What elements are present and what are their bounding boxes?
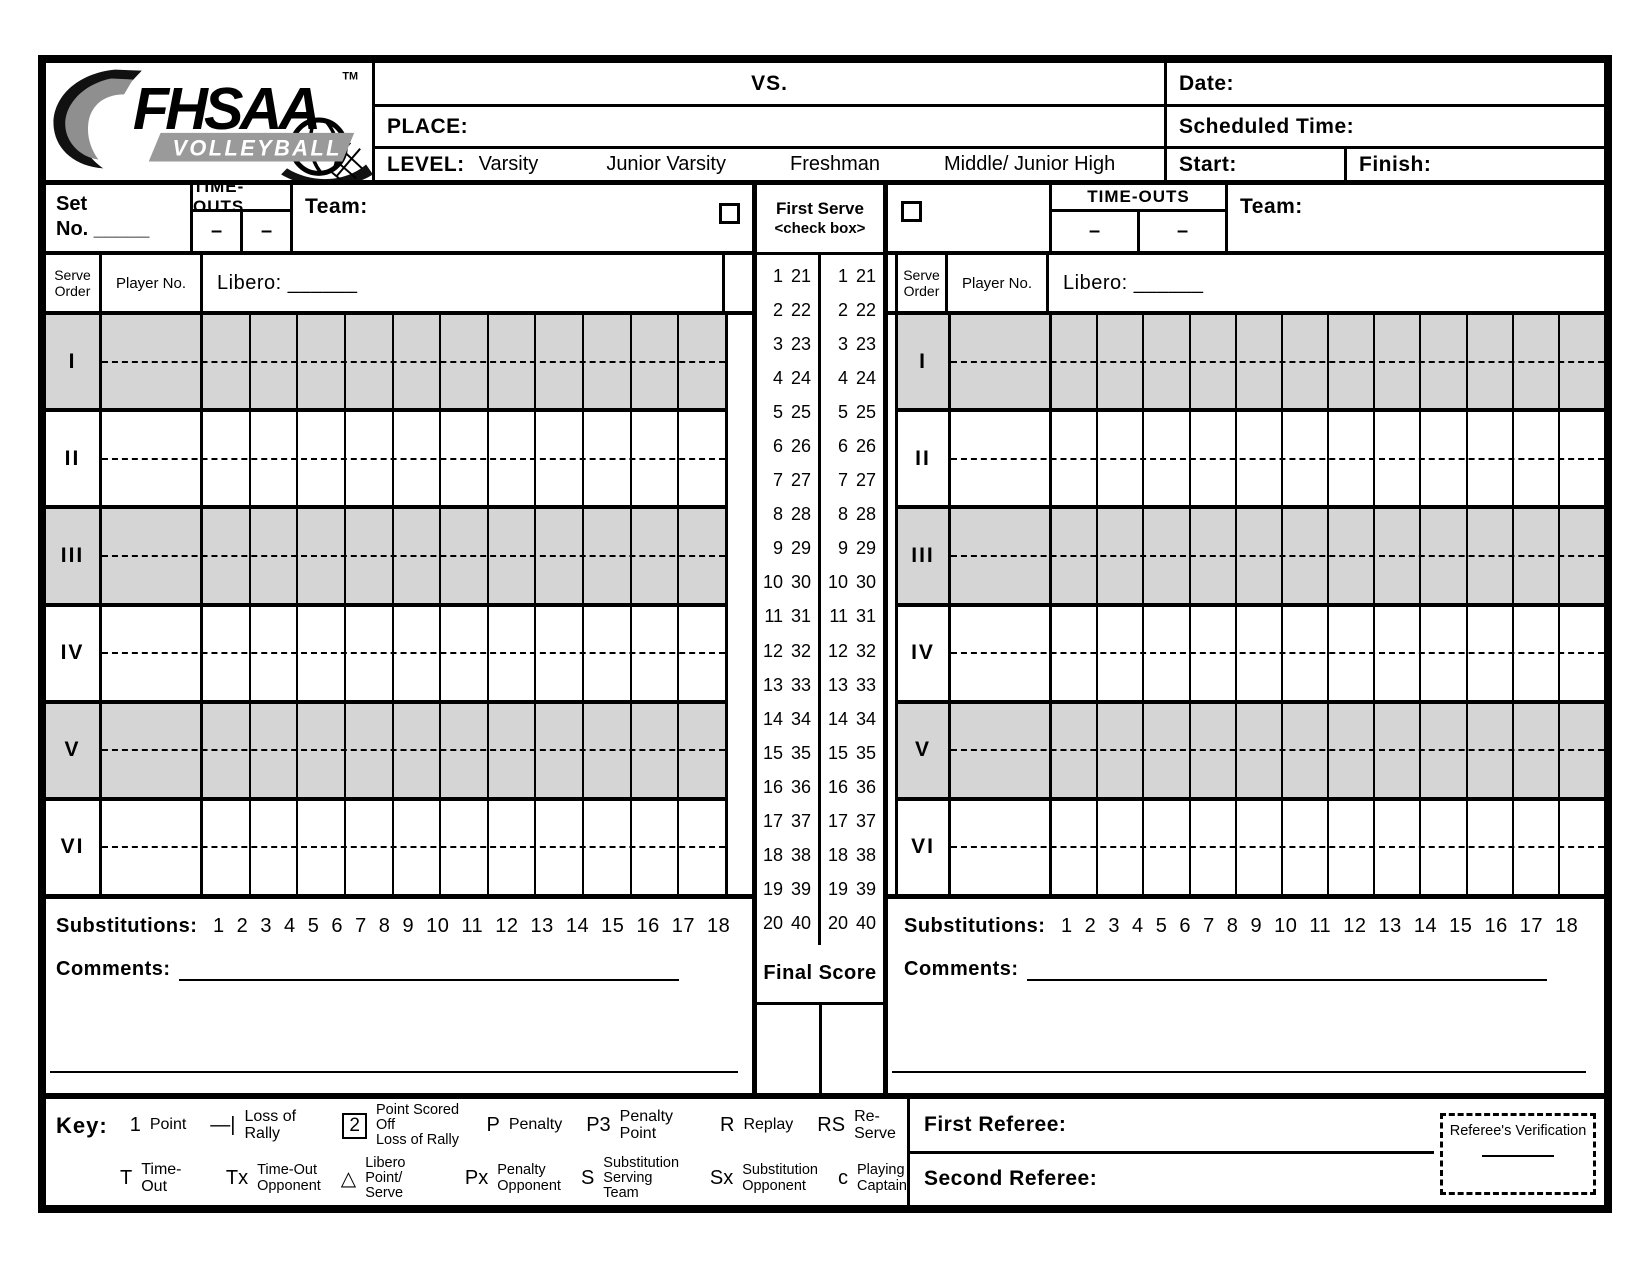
score-pair[interactable] bbox=[821, 913, 883, 934]
timeouts-label-left: TIME-OUTS bbox=[193, 185, 290, 212]
score-number-low: 12 bbox=[763, 640, 784, 661]
score-number-high: 21 bbox=[790, 265, 811, 286]
logo-trademark: TM bbox=[342, 70, 359, 83]
scheduled-time-field[interactable] bbox=[1167, 107, 1604, 149]
score-pair[interactable] bbox=[821, 572, 883, 593]
key-item bbox=[581, 1156, 690, 1202]
score-pair[interactable] bbox=[757, 845, 818, 866]
score-pair[interactable] bbox=[757, 709, 818, 730]
player-no-header-left: Player No. bbox=[102, 255, 203, 311]
serve-order-label: II bbox=[898, 412, 951, 505]
rally-dashed-line bbox=[102, 555, 725, 557]
key-label: Playing Captain bbox=[857, 1162, 907, 1194]
score-number-low: 9 bbox=[772, 538, 783, 559]
key-item bbox=[342, 1103, 462, 1149]
first-referee-label: First Referee: bbox=[924, 1112, 1067, 1136]
referee-verification-box[interactable] bbox=[1440, 1113, 1596, 1195]
team-label-left: Team: bbox=[305, 195, 368, 218]
fhsaa-logo bbox=[46, 63, 375, 180]
key-item bbox=[838, 1163, 907, 1193]
referee-area bbox=[910, 1099, 1434, 1205]
serve-row-v bbox=[898, 704, 1604, 801]
score-pair[interactable] bbox=[821, 777, 883, 798]
score-number-high: 28 bbox=[855, 504, 876, 525]
score-number-high: 30 bbox=[855, 572, 876, 593]
key-label: Penalty Opponent bbox=[497, 1162, 561, 1194]
date-field[interactable] bbox=[1167, 63, 1604, 107]
comments-line-left[interactable] bbox=[179, 957, 679, 981]
score-number-high: 21 bbox=[855, 265, 876, 286]
score-number-low: 17 bbox=[763, 811, 784, 832]
serve-order-label: V bbox=[898, 704, 951, 797]
comments-line-right[interactable] bbox=[1027, 957, 1547, 981]
score-number-high: 38 bbox=[855, 845, 876, 866]
serve-order-label: I bbox=[898, 315, 951, 408]
rally-dashed-line bbox=[951, 749, 1604, 751]
score-pair[interactable] bbox=[757, 743, 818, 764]
serve-order-label: VI bbox=[46, 801, 102, 894]
key-symbol: 1 bbox=[129, 1114, 141, 1136]
rally-dashed-line bbox=[102, 652, 725, 654]
first-serve-checkbox-cell-right bbox=[893, 185, 1049, 251]
score-number-low: 7 bbox=[772, 470, 783, 491]
timeout-cell-1-left[interactable]: – bbox=[193, 212, 243, 251]
score-pair[interactable] bbox=[821, 300, 883, 321]
timeout-cell-2-right[interactable]: – bbox=[1176, 220, 1189, 242]
volleyball-scoresheet bbox=[38, 55, 1612, 1213]
timeouts-box-left bbox=[193, 177, 293, 251]
score-number-low: 11 bbox=[764, 606, 783, 627]
key-item bbox=[341, 1156, 445, 1202]
score-pair[interactable] bbox=[757, 266, 818, 287]
comments-line2-right[interactable] bbox=[892, 1071, 1586, 1073]
score-pair[interactable] bbox=[821, 743, 883, 764]
rally-dashed-line bbox=[951, 846, 1604, 848]
key-label: Replay bbox=[743, 1116, 794, 1134]
score-number-high: 30 bbox=[790, 572, 811, 593]
score-number-low: 6 bbox=[837, 436, 848, 457]
key-symbol: P bbox=[486, 1114, 500, 1136]
second-referee-label: Second Referee: bbox=[924, 1167, 1098, 1191]
score-pair[interactable] bbox=[821, 402, 883, 423]
first-serve-line1: First Serve bbox=[776, 199, 864, 219]
substitution-numbers-right[interactable]: 1 2 3 4 5 6 7 8 9 10 11 12 13 14 15 16 17 18 bbox=[1061, 915, 1579, 937]
substitutions-panel-right bbox=[888, 894, 1604, 1093]
score-number-high: 33 bbox=[855, 674, 876, 695]
place-field[interactable] bbox=[375, 107, 1164, 149]
score-number-high: 29 bbox=[855, 538, 876, 559]
scheduled-time-label: Scheduled Time: bbox=[1179, 114, 1355, 138]
score-number-high: 32 bbox=[790, 640, 811, 661]
vs-label: VS. bbox=[751, 71, 788, 95]
score-number-low: 13 bbox=[763, 674, 784, 695]
score-number-high: 29 bbox=[790, 538, 811, 559]
header-band bbox=[46, 63, 1604, 185]
score-number-low: 6 bbox=[772, 436, 783, 457]
key-item bbox=[226, 1163, 321, 1193]
serve-row-i bbox=[46, 315, 725, 412]
serve-row-ii bbox=[898, 412, 1604, 509]
score-pair[interactable] bbox=[821, 641, 883, 662]
key-label: Substitution Serving Team bbox=[603, 1154, 680, 1202]
key-band bbox=[46, 1093, 1604, 1205]
key-label: Time-Out Opponent bbox=[257, 1162, 321, 1194]
set-label: Set bbox=[56, 193, 88, 215]
key-item bbox=[586, 1109, 696, 1143]
score-pair[interactable] bbox=[757, 913, 818, 934]
score-number-high: 31 bbox=[790, 606, 811, 627]
score-number-low: 8 bbox=[837, 504, 848, 525]
score-number-low: 16 bbox=[763, 776, 784, 797]
finish-field[interactable] bbox=[1347, 149, 1604, 180]
verification-signature-line[interactable] bbox=[1482, 1155, 1554, 1157]
rally-dashed-line bbox=[102, 749, 725, 751]
key-label: Penalty Point bbox=[619, 1107, 674, 1142]
player-no-header-right: Player No. bbox=[948, 255, 1049, 311]
key-item bbox=[817, 1109, 907, 1143]
score-number-low: 7 bbox=[837, 470, 848, 491]
key-label: Point bbox=[149, 1116, 187, 1134]
score-number-high: 22 bbox=[855, 299, 876, 320]
score-number-low: 15 bbox=[828, 742, 849, 763]
serve-order-label: I bbox=[46, 315, 102, 408]
score-number-high: 37 bbox=[790, 811, 811, 832]
score-number-high: 39 bbox=[855, 879, 876, 900]
key-symbol: R bbox=[720, 1114, 735, 1136]
score-number-low: 10 bbox=[763, 572, 784, 593]
key-item bbox=[486, 1114, 562, 1137]
score-number-low: 20 bbox=[763, 913, 784, 934]
start-field[interactable] bbox=[1167, 149, 1347, 180]
score-number-low: 9 bbox=[837, 538, 848, 559]
key-title: Key: bbox=[56, 1112, 108, 1138]
running-score-area bbox=[757, 255, 883, 945]
score-number-high: 26 bbox=[790, 436, 811, 457]
comments-line2-left[interactable] bbox=[50, 1071, 738, 1073]
first-serve-line2: <check box> bbox=[774, 219, 866, 237]
fhsaa-logo-image bbox=[46, 63, 372, 180]
substitution-numbers-left[interactable]: 1 2 3 4 5 6 7 8 9 10 11 12 13 14 15 16 17 18 bbox=[213, 915, 731, 937]
key-row-1 bbox=[56, 1099, 907, 1152]
comments-label-left: Comments: bbox=[56, 958, 171, 980]
serve-row-i bbox=[898, 315, 1604, 412]
team-name-field-left[interactable] bbox=[293, 185, 752, 251]
score-number-high: 23 bbox=[855, 333, 876, 354]
substitutions-label-left: Substitutions: bbox=[56, 915, 198, 937]
score-number-high: 33 bbox=[790, 674, 811, 695]
key-symbol: —| bbox=[210, 1114, 236, 1136]
score-number-high: 39 bbox=[790, 879, 811, 900]
header-center bbox=[375, 63, 1167, 180]
level-row bbox=[375, 149, 1164, 180]
key-item bbox=[130, 1114, 187, 1137]
set-number-field[interactable] bbox=[46, 185, 193, 251]
key-symbol: c bbox=[838, 1167, 848, 1189]
libero-field-right[interactable]: Libero: ______ bbox=[1063, 271, 1204, 294]
first-serve-checkbox-left[interactable] bbox=[719, 203, 740, 224]
final-score-box-right[interactable] bbox=[822, 1005, 884, 1093]
score-number-low: 1 bbox=[837, 265, 848, 286]
score-pair[interactable] bbox=[757, 334, 818, 355]
key-item bbox=[210, 1109, 318, 1143]
score-number-low: 13 bbox=[828, 674, 849, 695]
serve-order-label: V bbox=[46, 704, 102, 797]
score-number-high: 25 bbox=[790, 401, 811, 422]
score-number-low: 4 bbox=[772, 367, 783, 388]
key-symbol: Sx bbox=[709, 1167, 734, 1189]
score-number-low: 5 bbox=[837, 401, 848, 422]
score-number-low: 5 bbox=[772, 401, 783, 422]
rally-dashed-line bbox=[102, 846, 725, 848]
score-number-low: 18 bbox=[828, 845, 849, 866]
score-pair[interactable] bbox=[821, 879, 883, 900]
key-label: Loss of Rally bbox=[244, 1107, 297, 1142]
score-pair[interactable] bbox=[757, 470, 818, 491]
libero-field-left[interactable]: Libero: ______ bbox=[203, 255, 725, 311]
level-label: LEVEL: bbox=[387, 152, 465, 176]
logo-brand-text: FHSAA bbox=[132, 74, 318, 142]
score-number-high: 36 bbox=[855, 776, 876, 797]
score-number-low: 3 bbox=[837, 333, 848, 354]
timeouts-box-right bbox=[1049, 185, 1228, 251]
score-number-high: 23 bbox=[790, 333, 811, 354]
comments-label-right: Comments: bbox=[904, 958, 1019, 980]
score-pair[interactable] bbox=[757, 538, 818, 559]
header-right bbox=[1167, 63, 1604, 180]
date-label: Date: bbox=[1179, 71, 1235, 95]
score-number-high: 31 bbox=[855, 606, 876, 627]
finish-label: Finish: bbox=[1359, 152, 1432, 176]
score-pair[interactable] bbox=[757, 811, 818, 832]
running-score-left-team bbox=[757, 255, 821, 945]
rally-dashed-line bbox=[951, 555, 1604, 557]
key-symbol: Tx bbox=[225, 1167, 249, 1189]
key-label: Substitution Opponent bbox=[742, 1162, 818, 1194]
set-no-label: No. _____ bbox=[56, 218, 150, 240]
score-number-low: 2 bbox=[772, 299, 783, 320]
start-finish-row bbox=[1167, 149, 1604, 180]
score-number-low: 15 bbox=[763, 742, 784, 763]
start-label: Start: bbox=[1179, 152, 1237, 176]
score-number-high: 25 bbox=[855, 401, 876, 422]
score-number-low: 20 bbox=[828, 913, 849, 934]
rally-dashed-line bbox=[951, 652, 1604, 654]
score-number-high: 36 bbox=[790, 776, 811, 797]
serve-row-iv bbox=[46, 607, 725, 704]
key-symbol: P3 bbox=[586, 1114, 611, 1136]
score-pair[interactable] bbox=[821, 436, 883, 457]
score-pair[interactable] bbox=[821, 266, 883, 287]
score-number-high: 35 bbox=[790, 742, 811, 763]
score-pair[interactable] bbox=[821, 504, 883, 525]
key-symbol: △ bbox=[340, 1168, 357, 1190]
score-pair[interactable] bbox=[821, 470, 883, 491]
key-label: Point Scored Off Loss of Rally bbox=[375, 1101, 460, 1149]
score-pair[interactable] bbox=[757, 402, 818, 423]
key-item bbox=[710, 1163, 818, 1193]
logo-subbrand-text: VOLLEYBALL bbox=[172, 135, 342, 161]
score-number-high: 38 bbox=[790, 845, 811, 866]
score-number-high: 27 bbox=[855, 470, 876, 491]
substitutions-panel-left bbox=[46, 894, 752, 1093]
score-pair[interactable] bbox=[757, 572, 818, 593]
rally-dashed-line bbox=[102, 361, 725, 363]
scoring-grid-right bbox=[895, 315, 1604, 894]
score-pair[interactable] bbox=[757, 300, 818, 321]
level-option-junior-varsity[interactable]: Junior Varsity bbox=[606, 153, 726, 175]
rally-dashed-line bbox=[951, 458, 1604, 460]
serve-order-label: II bbox=[46, 412, 102, 505]
level-option-freshman[interactable]: Freshman bbox=[789, 153, 881, 175]
score-pair[interactable] bbox=[757, 879, 818, 900]
score-number-high: 35 bbox=[855, 742, 876, 763]
score-number-high: 26 bbox=[855, 436, 876, 457]
key-symbol: RS bbox=[817, 1114, 846, 1136]
running-score-right-team bbox=[821, 255, 883, 945]
team-name-field-right[interactable] bbox=[1228, 185, 1604, 251]
second-referee-field[interactable] bbox=[910, 1154, 1434, 1206]
score-pair[interactable] bbox=[821, 675, 883, 696]
score-number-low: 19 bbox=[763, 879, 784, 900]
score-number-low: 18 bbox=[763, 845, 784, 866]
score-pair[interactable] bbox=[757, 504, 818, 525]
rally-dashed-line bbox=[102, 458, 725, 460]
score-pair[interactable] bbox=[757, 368, 818, 389]
first-referee-field[interactable] bbox=[910, 1099, 1434, 1154]
key-label: Time-Out bbox=[141, 1160, 182, 1195]
serve-order-header-right: Serve Order bbox=[895, 255, 948, 311]
scoring-grid-left bbox=[46, 315, 728, 894]
serve-order-label: IV bbox=[46, 607, 102, 700]
level-option-middle-junior-high[interactable]: Middle/ Junior High bbox=[944, 153, 1116, 175]
serve-row-vi bbox=[898, 801, 1604, 894]
serve-order-label: III bbox=[898, 509, 951, 602]
score-pair[interactable] bbox=[757, 641, 818, 662]
score-number-high: 40 bbox=[790, 913, 811, 934]
running-score-column bbox=[752, 185, 888, 1093]
key-symbol: Px bbox=[464, 1167, 489, 1189]
score-number-low: 1 bbox=[772, 265, 783, 286]
serve-order-label: III bbox=[46, 509, 102, 602]
score-number-high: 27 bbox=[790, 470, 811, 491]
score-number-high: 24 bbox=[855, 367, 876, 388]
serve-order-label: VI bbox=[898, 801, 951, 894]
timeout-cell-2-left[interactable]: – bbox=[260, 220, 273, 242]
score-number-high: 32 bbox=[855, 640, 876, 661]
score-pair[interactable] bbox=[757, 777, 818, 798]
score-number-high: 34 bbox=[790, 708, 811, 729]
key-area bbox=[46, 1099, 910, 1205]
serve-order-label: IV bbox=[898, 607, 951, 700]
score-number-high: 22 bbox=[790, 299, 811, 320]
final-score-header: Final Score bbox=[757, 945, 883, 1005]
score-number-low: 8 bbox=[772, 504, 783, 525]
score-pair[interactable] bbox=[821, 709, 883, 730]
key-label: Libero Point/ Serve bbox=[365, 1154, 406, 1202]
key-row-2 bbox=[56, 1152, 907, 1205]
score-number-low: 17 bbox=[828, 811, 849, 832]
score-number-low: 12 bbox=[828, 640, 849, 661]
score-number-low: 19 bbox=[828, 879, 849, 900]
serve-row-ii bbox=[46, 412, 725, 509]
serve-row-vi bbox=[46, 801, 725, 894]
timeout-cell-1-right[interactable]: – bbox=[1052, 212, 1140, 251]
score-pair[interactable] bbox=[757, 436, 818, 457]
key-item bbox=[720, 1114, 793, 1137]
key-item bbox=[120, 1162, 206, 1196]
place-label: PLACE: bbox=[387, 114, 469, 138]
score-number-high: 28 bbox=[790, 504, 811, 525]
score-number-low: 4 bbox=[837, 367, 848, 388]
score-number-low: 10 bbox=[828, 572, 849, 593]
score-pair[interactable] bbox=[821, 606, 883, 627]
key-symbol: T bbox=[120, 1167, 133, 1189]
serve-row-v bbox=[46, 704, 725, 801]
score-number-low: 16 bbox=[828, 776, 849, 797]
first-serve-checkbox-right[interactable] bbox=[901, 201, 922, 222]
score-pair[interactable] bbox=[821, 811, 883, 832]
key-label: Penalty bbox=[508, 1116, 563, 1134]
score-number-high: 34 bbox=[855, 708, 876, 729]
team-label-right: Team: bbox=[1240, 195, 1303, 218]
serve-row-iii bbox=[898, 509, 1604, 606]
first-serve-header bbox=[757, 185, 883, 255]
score-number-high: 24 bbox=[790, 367, 811, 388]
vs-row bbox=[375, 63, 1164, 107]
score-pair[interactable] bbox=[821, 538, 883, 559]
score-number-low: 14 bbox=[828, 708, 849, 729]
score-pair[interactable] bbox=[821, 334, 883, 355]
score-number-low: 14 bbox=[763, 708, 784, 729]
score-number-low: 11 bbox=[829, 606, 848, 627]
score-number-low: 3 bbox=[772, 333, 783, 354]
serve-row-iii bbox=[46, 509, 725, 606]
score-number-low: 2 bbox=[837, 299, 848, 320]
rally-dashed-line bbox=[951, 361, 1604, 363]
referee-verification-label: Referee's Verification bbox=[1449, 1123, 1587, 1139]
key-item bbox=[465, 1163, 561, 1193]
verification-area bbox=[1434, 1099, 1604, 1205]
score-number-high: 40 bbox=[855, 913, 876, 934]
key-label: Re-Serve bbox=[854, 1107, 896, 1142]
substitutions-label-right: Substitutions: bbox=[904, 915, 1046, 937]
score-number-high: 37 bbox=[855, 811, 876, 832]
level-option-varsity[interactable]: Varsity bbox=[478, 153, 539, 175]
score-pair[interactable] bbox=[757, 675, 818, 696]
score-pair[interactable] bbox=[821, 368, 883, 389]
serve-row-iv bbox=[898, 607, 1604, 704]
score-pair[interactable] bbox=[757, 606, 818, 627]
score-pair[interactable] bbox=[821, 845, 883, 866]
final-score-box-left[interactable] bbox=[757, 1005, 822, 1093]
key-symbol: S bbox=[580, 1167, 595, 1189]
final-score-boxes bbox=[757, 1005, 883, 1093]
key-symbol: 2 bbox=[342, 1113, 367, 1139]
timeouts-label-right: TIME-OUTS bbox=[1052, 185, 1225, 212]
serve-order-header-left: Serve Order bbox=[46, 255, 102, 311]
